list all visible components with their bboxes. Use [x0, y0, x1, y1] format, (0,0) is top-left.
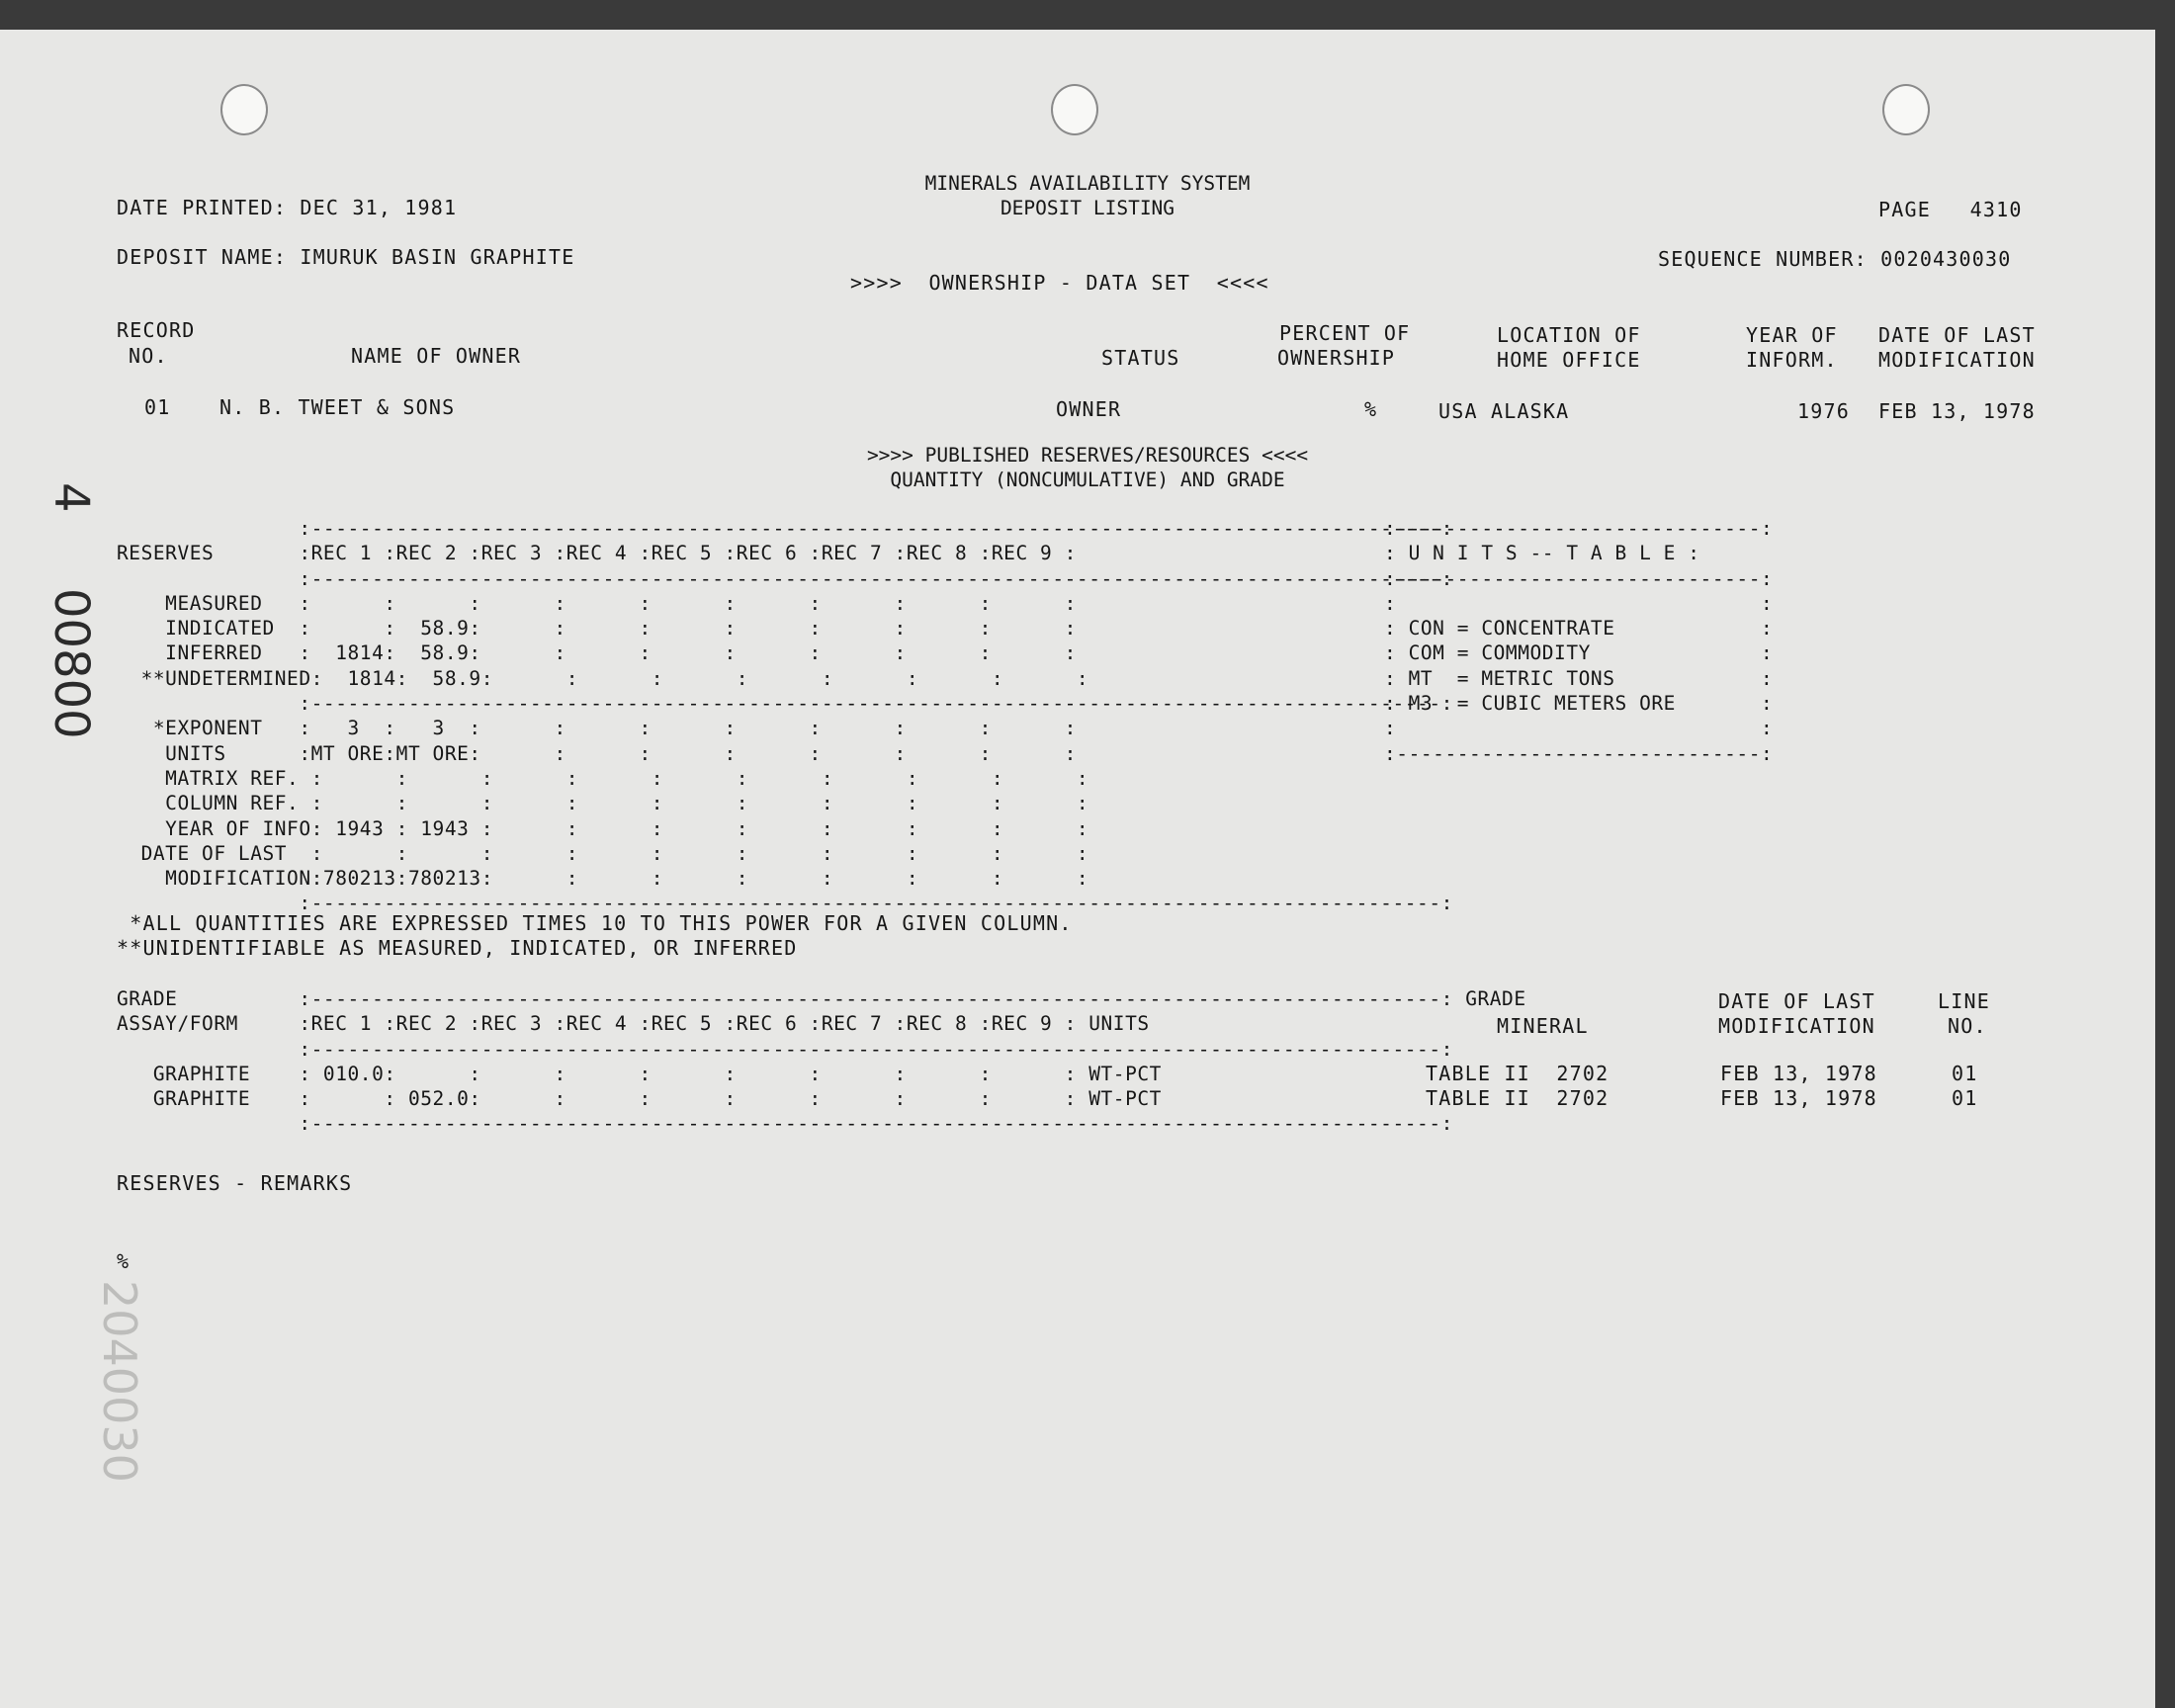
- owner-status: OWNER: [1056, 397, 1122, 421]
- grade-row-2-line-no: 01: [1952, 1086, 1978, 1110]
- reserves-section-subtitle: QUANTITY (NONCUMULATIVE) AND GRADE: [890, 469, 1285, 491]
- col-record-no-1: RECORD: [117, 318, 196, 342]
- footnote-exponent: *ALL QUANTITIES ARE EXPRESSED TIMES 10 TO THIS POWER FOR A GIVEN COLUMN.: [117, 911, 1073, 935]
- col-date-2: MODIFICATION: [1878, 348, 2036, 372]
- col-percent-2: OWNERSHIP: [1277, 346, 1396, 370]
- grade-row-1-mineral: TABLE II 2702: [1426, 1062, 1610, 1085]
- sequence-number: SEQUENCE NUMBER: 0020430030: [1658, 247, 2012, 271]
- owner-record-no: 01: [144, 395, 171, 419]
- punch-hole-right: [1882, 84, 1930, 135]
- date-printed: DATE PRINTED: DEC 31, 1981: [117, 196, 458, 219]
- col-record-no-2: NO.: [129, 344, 168, 368]
- col-year-1: YEAR OF: [1746, 323, 1838, 347]
- margin-ghost-number: 2040030: [93, 1280, 146, 1483]
- system-title: MINERALS AVAILABILITY SYSTEM: [924, 172, 1251, 195]
- col-line-no-1: LINE: [1938, 989, 1990, 1013]
- deposit-name: DEPOSIT NAME: IMURUK BASIN GRAPHITE: [117, 245, 575, 269]
- col-mineral: MINERAL: [1497, 1014, 1589, 1038]
- listing-title: DEPOSIT LISTING: [1000, 197, 1175, 219]
- reserves-remarks-text: %: [117, 1249, 130, 1273]
- owner-year: 1976: [1797, 399, 1850, 423]
- reserves-remarks-title: RESERVES - REMARKS: [117, 1171, 353, 1195]
- col-line-no-2: NO.: [1948, 1014, 1987, 1038]
- col-percent-1: PERCENT OF: [1279, 321, 1411, 345]
- grade-table: GRADE :---------------------------------------------------------------------------------------------: GRADE ASSAY/FORM :REC 1 :REC 2 :REC 3 :REC 4 :REC 5 :REC 6 :REC 7 :REC 8 :REC 9 : UNITS :---------------------------------------------------------------------------------------------: GRAPHITE : 010.0: : : : : : : : : WT-PCT GRAPHITE : : 052.0: : : : : : : : WT-PCT :---------------------------------------------------------------------------------------------:: [117, 987, 1526, 1136]
- grade-row-2-mineral: TABLE II 2702: [1426, 1086, 1610, 1110]
- grade-row-1-date: FEB 13, 1978: [1720, 1062, 1877, 1085]
- col-status: STATUS: [1101, 346, 1180, 370]
- reserves-table: :---------------------------------------------------------------------------------------------: RESERVES :REC 1 :REC 2 :REC 3 :REC 4 :REC 5 :REC 6 :REC 7 :REC 8 :REC 9 : :---------------------------------------------------------------------------------------------: MEASURED : : : : : : : : : : INDICATED : : 58.9: : : : : : : : INFERRED : 1814: 58.9: : : : : : : : **UNDETERMINED: 1814: 58.9: : : : : : : : :---------------------------------------------------------------------------------------------: *EXPONENT : 3 : 3 : : : : : : : : UNITS :MT ORE:MT ORE: : : : : : : : MATRIX REF. : : : : : : : : : : COLUMN REF. : : : : : : : : : : YEAR OF INFO: 1943 : 1943 : : : : : : : : DATE OF LAST : : : : : : : : : : MODIFICATION:780213:780213: : : : : : : : :---------------------------------------------------------------------------------------------:: [117, 517, 1453, 915]
- owner-percent: %: [1364, 397, 1378, 421]
- col-date-1: DATE OF LAST: [1878, 323, 2036, 347]
- units-table: :------------------------------: : U N I T S -- T A B L E : :------------------------------: : : : CON = CONCENTRATE : : COM = COMMODITY : : MT = METRIC TONS : : M3 = CUBIC METERS ORE : : : :------------------------------:: [1384, 517, 1774, 765]
- col-location-2: HOME OFFICE: [1497, 348, 1641, 372]
- margin-stamp-suffix: 4: [44, 482, 99, 513]
- page-number: PAGE 4310: [1878, 198, 2023, 221]
- punch-hole-left: [220, 84, 268, 135]
- ownership-section-title: >>>> OWNERSHIP - DATA SET <<<<: [850, 271, 1269, 295]
- col-grade-date-2: MODIFICATION: [1718, 1014, 1875, 1038]
- grade-row-2-date: FEB 13, 1978: [1720, 1086, 1877, 1110]
- owner-date: FEB 13, 1978: [1878, 399, 2036, 423]
- col-name-of-owner: NAME OF OWNER: [351, 344, 522, 368]
- owner-name: N. B. TWEET & SONS: [219, 395, 456, 419]
- col-year-2: INFORM.: [1746, 348, 1838, 372]
- col-location-1: LOCATION OF: [1497, 323, 1641, 347]
- col-grade-date-1: DATE OF LAST: [1718, 989, 1875, 1013]
- punch-hole-center: [1051, 84, 1098, 135]
- document-page: [0, 30, 2155, 1708]
- footnote-undetermined: **UNIDENTIFIABLE AS MEASURED, INDICATED, OR INFERRED: [117, 936, 798, 960]
- margin-stamp-number: 00800: [44, 588, 99, 739]
- reserves-section-title: >>>> PUBLISHED RESERVES/RESOURCES <<<<: [866, 444, 1309, 467]
- owner-location: USA ALASKA: [1438, 399, 1570, 423]
- grade-row-1-line-no: 01: [1952, 1062, 1978, 1085]
